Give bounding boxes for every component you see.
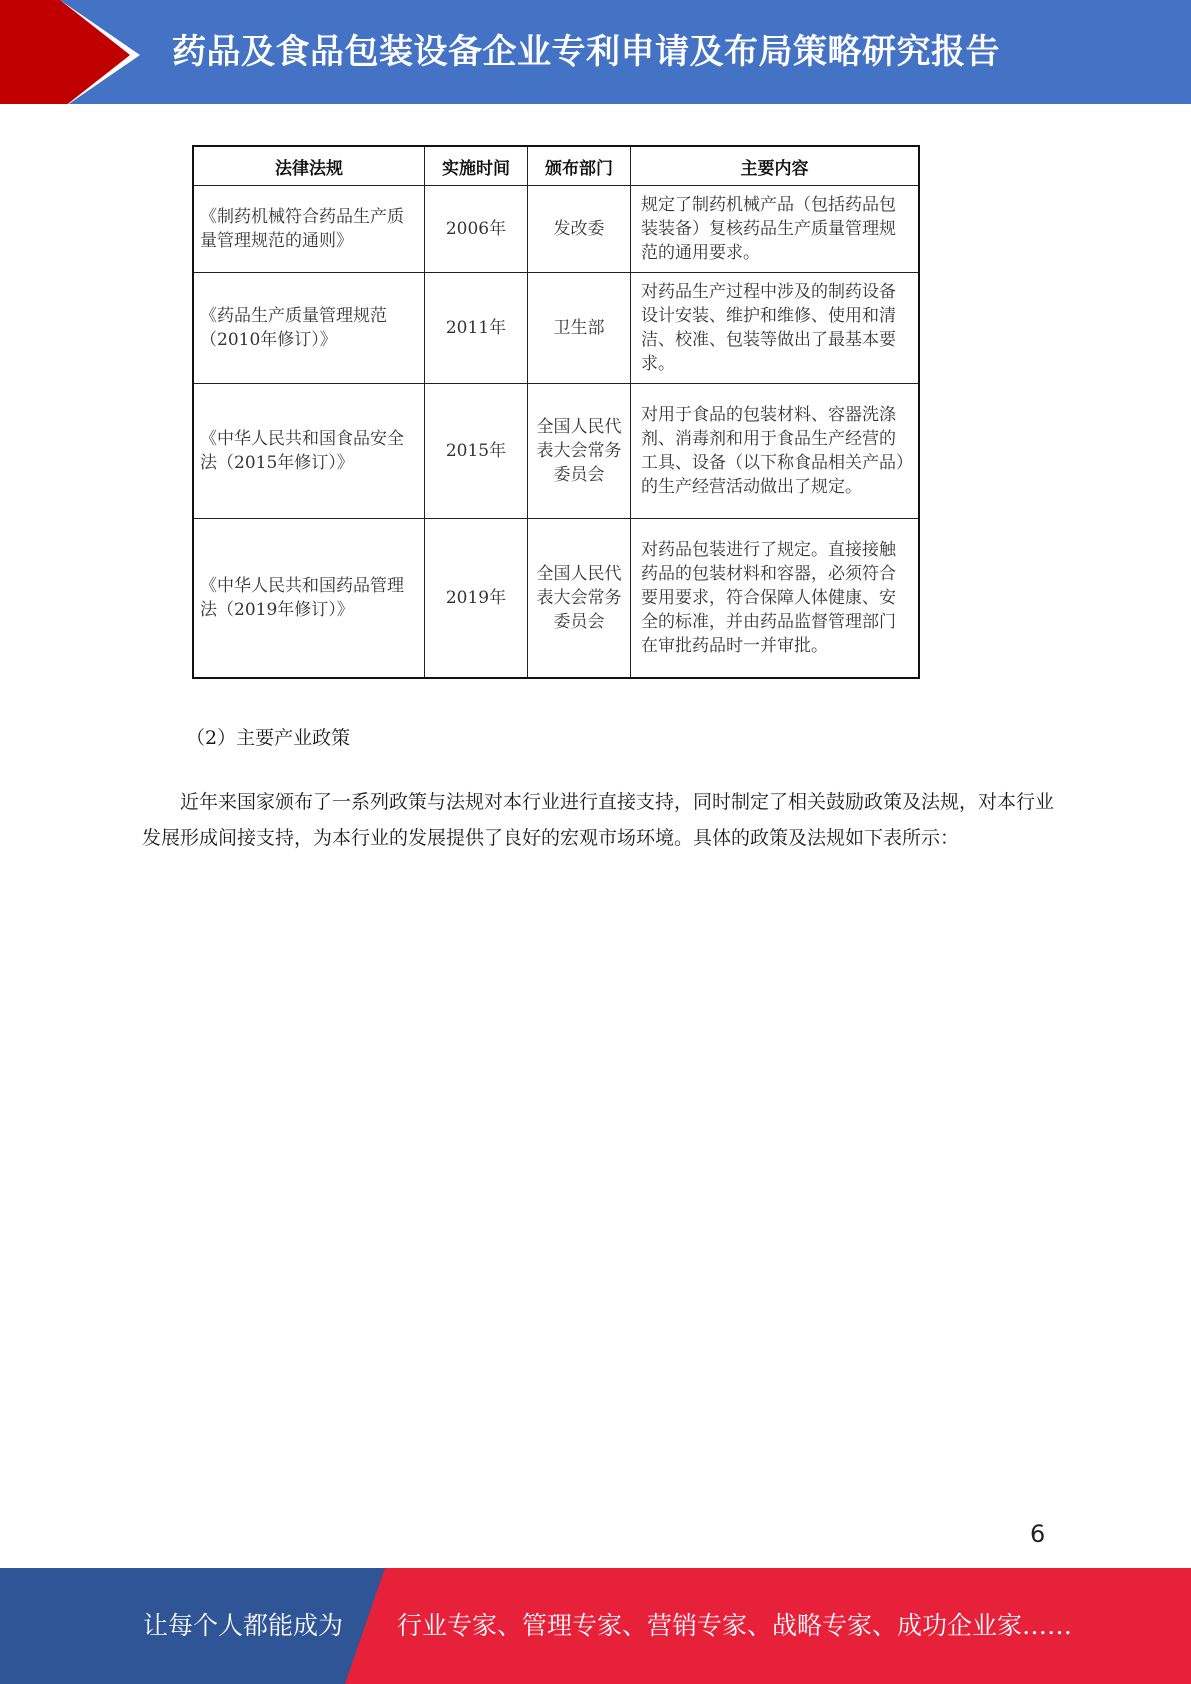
year-cell: 2019年 [425, 519, 528, 679]
footer-slogan-left: 让每个人都能成为 [143, 1611, 344, 1640]
content-cell: 对药品包装进行了规定。直接接触药品的包装材料和容器，必须符合要用要求，符合保障人体健康、安全的标准，并由药品监督管理部门在审批药品时一并审批。 [631, 519, 920, 679]
law-name-cell: 《中华人民共和国药品管理法（2019年修订）》 [193, 519, 425, 679]
table-row [193, 186, 919, 273]
dept-cell: 发改委 [528, 186, 631, 273]
page-number: 6 [1030, 1520, 1046, 1548]
table-header-row [193, 146, 919, 186]
dept-cell: 全国人民代表大会常务委员会 [528, 519, 631, 679]
table-row [193, 519, 919, 679]
law-name-cell: 《药品生产质量管理规范（2010年修订）》 [193, 273, 425, 384]
content-cell: 对药品生产过程中涉及的制药设备设计安装、维护和维修、使用和清洁、校准、包装等做出了最基本要求。 [631, 273, 920, 384]
year-cell: 2015年 [425, 384, 528, 519]
column-header-content: 主要内容 [631, 146, 920, 186]
report-title: 药品及食品包装设备企业专利申请及布局策略研究报告 [172, 32, 1000, 72]
table-row [193, 384, 919, 519]
footer-slogan-right: 行业专家、管理专家、营销专家、战略专家、成功企业家…… [397, 1611, 1073, 1640]
section-heading: （2）主要产业政策 [186, 727, 351, 749]
content-cell: 对用于食品的包装材料、容器洗涤剂、消毒剂和用于食品生产经营的工具、设备（以下称食品相关产品）的生产经营活动做出了规定。 [631, 384, 920, 519]
year-cell: 2006年 [425, 186, 528, 273]
regulations-table [192, 145, 920, 679]
dept-cell: 全国人民代表大会常务委员会 [528, 384, 631, 519]
header-banner [0, 0, 1191, 110]
table-row [193, 273, 919, 384]
law-name-cell: 《中华人民共和国食品安全法（2015年修订）》 [193, 384, 425, 519]
dept-cell: 卫生部 [528, 273, 631, 384]
content-cell: 规定了制药机械产品（包括药品包装装备）复核药品生产质量管理规范的通用要求。 [631, 186, 920, 273]
column-header-law: 法律法规 [193, 146, 425, 186]
year-cell: 2011年 [425, 273, 528, 384]
column-header-year: 实施时间 [425, 146, 528, 186]
body-paragraph: 近年来国家颁布了一系列政策与法规对本行业进行直接支持，同时制定了相关鼓励政策及法规，对本行业发展形成间接支持，为本行业的发展提供了良好的宏观市场环境。具体的政策及法规如下表所示： [142, 791, 1055, 849]
footer-banner [0, 1568, 1191, 1684]
law-name-cell: 《制药机械符合药品生产质量管理规范的通则》 [193, 186, 425, 273]
column-header-dept: 颁布部门 [528, 146, 631, 186]
